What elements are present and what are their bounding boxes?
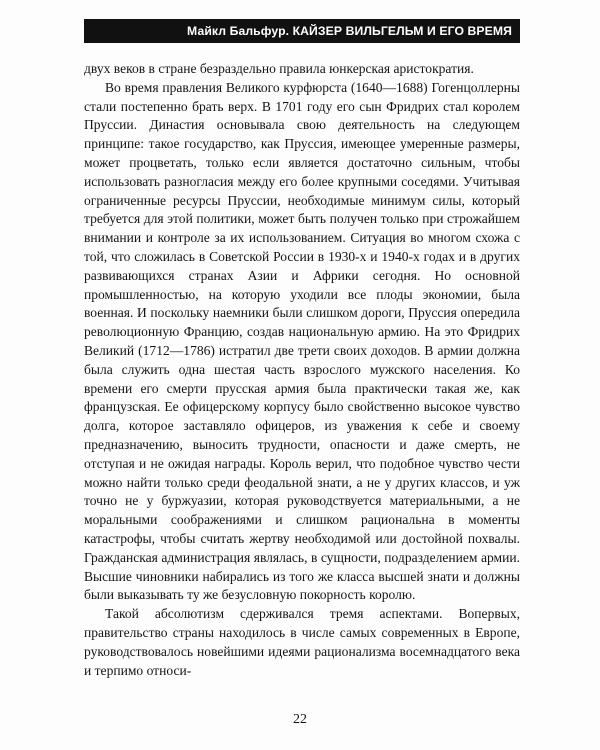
paragraph-continuation: двух веков в стране безраздельно правила юнкерская аристократия. (84, 61, 474, 76)
body-text (84, 60, 520, 680)
running-head: Майкл Бальфур. КАЙЗЕР ВИЛЬГЕЛЬМ И ЕГО ВРЕМЯ (84, 19, 520, 43)
page-number: 22 (293, 712, 307, 727)
paragraph-absolutism: Такой абсолютизм сдерживался тремя аспектами. Вопервых, правительство страны находилось в числе самых современных в Европе, руководствовалось новейшими идеями рационализма восемнадцатого века и терпимо относи- (84, 606, 520, 678)
paragraph-great-elector: Во время правления Великого курфюрста (1640—1688) Гогенцоллерны стали постепенно брать верх. В 1701 году его сын Фридрих стал королем Пруссии. Династия основывала свою деятельность на следующем принципе: такое государство, как Пруссия, имеющее умеренные размеры, может процветать, только если является достаточно сильным, чтобы использовать разногласия между его более крупными соседями. Учитывая ограниченные ресурсы Пруссии, необходимые минимум силы, который требуется для этой политики, может быть получен только при строжайшем внимании и контроле за их использованием. Ситуация во многом схожа с той, что сложилась в Советской России в 1930-х и 1940-х годах и в других развивающихся странах Азии и Африки сегодня. Но основной промышленностью, на которую уходили все плоды экономии, была военная. И поскольку наемники были слишком дороги, Пруссия опередила революционную Францию, создав национальную армию. На это Фридрих Великий (1712—1786) истратил две трети своих доходов. В армии должна была служить одна шестая часть взрослого мужского населения. Ко времени его смерти прусская армия была практически такая же, как французская. Ее офицерскому корпусу было свойственно высокое чувство долга, которое заставляло офицеров, из уважения к себе и своему предназначению, выносить трудности, опасности и даже смерть, не отступая и не ожидая награды. Король верил, что подобное чувство чести можно найти только среди феодальной знати, а не у других классов, и уж точно не у буржуазии, которая руководствуется материальными, а не моральными соображениями и слишком рациональна в моменты катастрофы, чтобы считать жертву необходимой или достойной похвалы. Гражданская администрация являлась, в сущности, подразделением армии. Высшие чиновники набирались из того же класса высшей знати и должны были выказывать ту же безусловную покорность королю. (84, 79, 520, 603)
